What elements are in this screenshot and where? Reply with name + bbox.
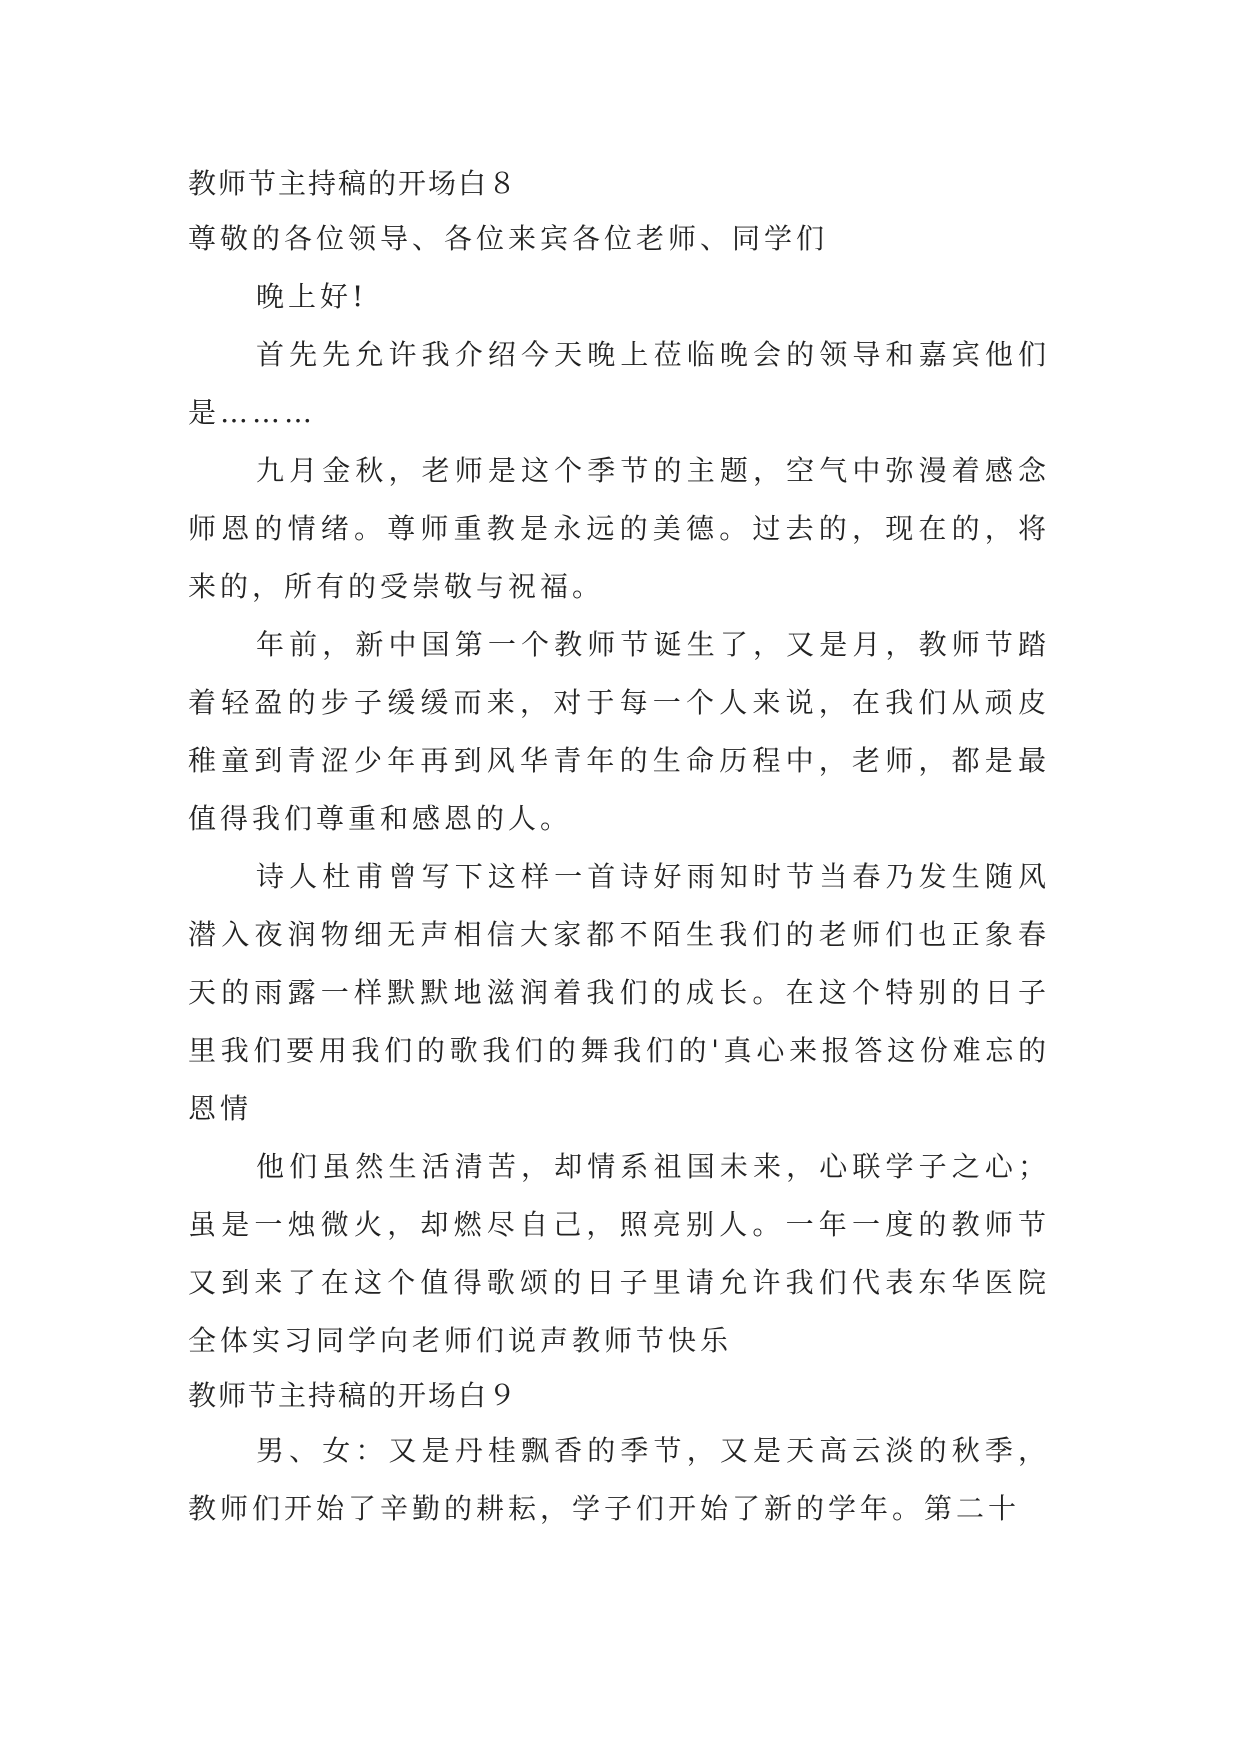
paragraph-autumn: 九月金秋，老师是这个季节的主题，空气中弥漫着感念师恩的情绪。尊师重教是永远的美德。过去的，现在的，将来的，所有的受崇敬与祝福。 <box>188 454 1050 603</box>
greeting: 晚上好! <box>256 280 368 313</box>
paragraph-intro: 首先先允许我介绍今天晚上莅临晚会的领导和嘉宾他们是……… <box>188 338 1050 429</box>
section-heading-9: 教师节主持稿的开场白９ <box>188 1379 519 1412</box>
document-page <box>188 158 1050 1538</box>
paragraph-opening: 男、女：又是丹桂飘香的季节，又是天高云淡的秋季，教师们开始了辛勤的耕耘，学子们开始了新的学年。第二十 <box>188 1434 1050 1525</box>
section-heading-8: 教师节主持稿的开场白８ <box>188 167 519 200</box>
paragraph-history: 年前，新中国第一个教师节诞生了，又是月，教师节踏着轻盈的步子缓缓而来，对于每一个人来说，在我们从顽皮稚童到青涩少年再到风华青年的生命历程中，老师，都是最值得我们尊重和感恩的人。 <box>188 628 1050 835</box>
paragraph-poem: 诗人杜甫曾写下这样一首诗好雨知时节当春乃发生随风潜入夜润物细无声相信大家都不陌生我们的老师们也正象春天的雨露一样默默地滋润着我们的成长。在这个特别的日子里我们要用我们的歌我们的舞我们的'真心来报答这份难忘的恩情 <box>188 860 1050 1125</box>
paragraph-teachers: 他们虽然生活清苦，却情系祖国未来，心联学子之心；虽是一烛微火，却燃尽自己，照亮别人。一年一度的教师节又到来了在这个值得歌颂的日子里请允许我们代表东华医院全体实习同学向老师们说声教师节快乐 <box>188 1150 1050 1357</box>
salutation: 尊敬的各位领导、各位来宾各位老师、同学们 <box>188 222 829 255</box>
